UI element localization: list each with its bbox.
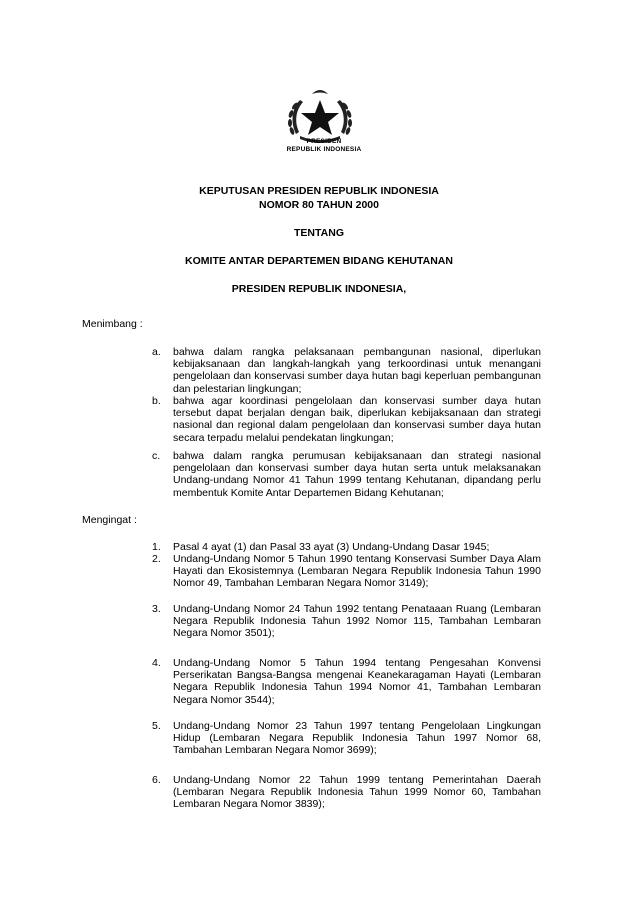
decree-subject: KOMITE ANTAR DEPARTEMEN BIDANG KEHUTANAN [185,255,453,267]
emblem-caption-line2: REPUBLIK INDONESIA [286,146,362,153]
item-text: Undang-Undang Nomor 23 Tahun 1997 tentang Pengelolaan Lingkungan Hidup (Lembaran Negara Republik Indonesia Tahun 1997 Nomor 68, Tambahan Lembaran Negara Nomor 3699); [173,720,541,757]
item-marker: 6. [152,774,161,786]
tentang-heading: TENTANG [294,227,344,239]
menimbang-item [152,395,541,444]
item-marker: b. [152,395,161,407]
menimbang-item [152,346,541,395]
mengingat-label: Mengingat : [82,514,137,526]
item-marker: 5. [152,720,161,732]
decree-title: KEPUTUSAN PRESIDEN REPUBLIK INDONESIA [199,185,439,197]
menimbang-label: Menimbang : [82,318,143,330]
item-text: Undang-Undang Nomor 5 Tahun 1994 tentang Pengesahan Konvensi Perserikatan Bangsa-Bangsa mengenai Keanekaragaman Hayati (Lembaran Negara Republik Indonesia Tahun 1994 Nomor 41, Tambahan Lembaran Negara Nomor 3544); [173,657,541,706]
item-text: bahwa dalam rangka perumusan kebijaksanaan dan strategi nasional pengelolaan dan konservasi sumber daya hutan serta untuk melaksanakan Undang-undang Nomor 41 Tahun 1999 tentang Kehutanan, dipandang perlu membentuk Komite Antar Departemen Bidang Kehutanan; [173,450,541,499]
emblem-caption-line1: PRESIDEN [306,138,342,145]
mengingat-item [152,774,541,811]
mengingat-item [152,541,541,553]
item-marker: a. [152,346,161,358]
emblem-caption [274,138,374,154]
item-text: bahwa agar koordinasi pengelolaan dan konservasi sumber daya hutan tersebut dapat berjalan dengan baik, diperlukan kebijaksanaan dan strategi nasional dan regional dalam pengelolaan dan konservasi sumber daya hutan secara terpadu melalui pendekatan lingkungan; [173,395,541,444]
president-heading: PRESIDEN REPUBLIK INDONESIA, [231,283,407,295]
mengingat-item [152,720,541,757]
item-marker: 2. [152,553,161,565]
item-text: bahwa dalam rangka pelaksanaan pembangunan nasional, diperlukan kebijaksanaan dan langkah-langkah yang terkoordinasi untuk menangani pengelolaan dan konservasi sumber daya hutan bagi keperluan pembangunan dan pelestarian lingkungan; [173,346,541,395]
item-text: Undang-Undang Nomor 24 Tahun 1992 tentang Penataaan Ruang (Lembaran Negara Republik Indonesia Tahun 1992 Nomor 115, Tambahan Lembaran Negara Nomor 3501); [173,603,541,640]
decree-number: NOMOR 80 TAHUN 2000 [258,199,379,211]
item-marker: c. [152,450,161,462]
item-marker: 1. [152,541,161,553]
mengingat-item [152,603,541,640]
menimbang-item [152,450,541,499]
mengingat-item [152,657,541,706]
mengingat-item [152,553,541,590]
item-text: Undang-Undang Nomor 5 Tahun 1990 tentang Konservasi Sumber Daya Alam Hayati dan Ekosistemnya (Lembaran Negara Republik Indonesia Tahun 1990 Nomor 49, Tambahan Lembaran Negara Nomor 3149); [173,553,541,590]
item-text: Undang-Undang Nomor 22 Tahun 1999 tentang Pemerintahan Daerah (Lembaran Negara Republik Indonesia Tahun 1999 Nomor 60, Tambahan Lembaran Negara Nomor 3839); [173,774,541,811]
item-text: Pasal 4 ayat (1) dan Pasal 33 ayat (3) Undang-Undang Dasar 1945; [173,541,490,553]
item-marker: 3. [152,603,161,615]
item-marker: 4. [152,657,161,669]
